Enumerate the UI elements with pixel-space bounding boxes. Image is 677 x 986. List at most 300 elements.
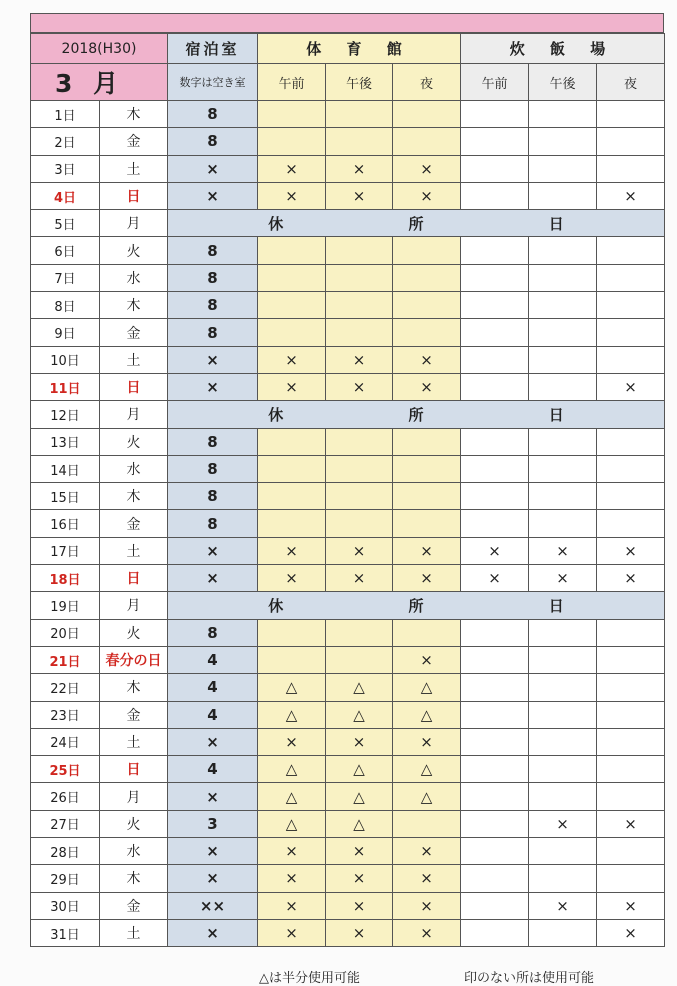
day-row xyxy=(31,565,665,592)
gym-period-morning: 午前 xyxy=(258,64,326,101)
cook-slot-cell xyxy=(597,619,665,646)
gym-slot-cell: × xyxy=(258,537,326,564)
room-availability-cell: × xyxy=(168,565,258,592)
gym-period-night: 夜 xyxy=(393,64,461,101)
day-row xyxy=(31,537,665,564)
day-row xyxy=(31,264,665,291)
gym-slot-cell: △ xyxy=(258,674,326,701)
gym-slot-cell: × xyxy=(258,155,326,182)
cook-slot-cell: × xyxy=(597,919,665,946)
gym-slot-cell: △ xyxy=(326,756,393,783)
top-color-bar xyxy=(30,13,664,33)
day-row xyxy=(31,455,665,482)
room-availability-cell: 8 xyxy=(168,264,258,291)
room-availability-cell: 4 xyxy=(168,756,258,783)
cook-slot-cell xyxy=(461,373,529,400)
cook-period-night: 夜 xyxy=(597,64,665,101)
cook-slot-cell xyxy=(529,701,597,728)
room-availability-cell: 8 xyxy=(168,292,258,319)
cook-slot-cell xyxy=(597,455,665,482)
cook-period-morning: 午前 xyxy=(461,64,529,101)
gym-slot-cell xyxy=(393,810,461,837)
day-row xyxy=(31,155,665,182)
room-availability-cell: 8 xyxy=(168,128,258,155)
cook-slot-cell xyxy=(597,783,665,810)
gym-slot-cell xyxy=(326,646,393,673)
room-availability-cell: 8 xyxy=(168,619,258,646)
cook-slot-cell xyxy=(529,319,597,346)
room-availability-cell: 8 xyxy=(168,319,258,346)
weekday-cell: 木 xyxy=(100,865,168,892)
cook-slot-cell xyxy=(529,101,597,128)
date-cell: 26日 xyxy=(31,783,100,810)
weekday-cell: 土 xyxy=(100,728,168,755)
weekday-cell: 金 xyxy=(100,701,168,728)
cook-slot-cell xyxy=(529,455,597,482)
weekday-cell: 火 xyxy=(100,619,168,646)
weekday-cell: 火 xyxy=(100,237,168,264)
gym-slot-cell: △ xyxy=(393,674,461,701)
cook-slot-cell xyxy=(529,373,597,400)
closed-day-cell: 休 所 日 xyxy=(168,401,665,428)
cook-slot-cell: × xyxy=(597,892,665,919)
cook-slot-cell xyxy=(529,428,597,455)
cook-slot-cell xyxy=(461,483,529,510)
gym-slot-cell: × xyxy=(326,565,393,592)
gym-slot-cell: × xyxy=(326,346,393,373)
gym-slot-cell: × xyxy=(326,537,393,564)
cook-slot-cell xyxy=(461,674,529,701)
cook-slot-cell xyxy=(461,319,529,346)
header-row-bottom xyxy=(31,64,665,101)
gym-slot-cell xyxy=(326,619,393,646)
gym-slot-cell: × xyxy=(393,728,461,755)
gym-slot-cell: △ xyxy=(393,756,461,783)
day-row xyxy=(31,373,665,400)
day-row xyxy=(31,592,665,619)
date-cell: 8日 xyxy=(31,292,100,319)
weekday-cell: 木 xyxy=(100,292,168,319)
gym-slot-cell xyxy=(326,292,393,319)
gym-slot-cell: × xyxy=(393,373,461,400)
day-row xyxy=(31,483,665,510)
cook-slot-cell xyxy=(529,237,597,264)
year-label: 2018(H30) xyxy=(31,34,168,64)
gym-slot-cell: × xyxy=(326,919,393,946)
gym-title: 体 育 館 xyxy=(258,34,461,64)
weekday-cell: 金 xyxy=(100,892,168,919)
room-availability-cell: × xyxy=(168,728,258,755)
cook-slot-cell xyxy=(461,756,529,783)
gym-slot-cell xyxy=(326,128,393,155)
closed-day-cell: 休 所 日 xyxy=(168,592,665,619)
weekday-cell: 春分の日 xyxy=(100,646,168,673)
weekday-cell: 水 xyxy=(100,455,168,482)
availability-table xyxy=(30,33,665,947)
gym-slot-cell xyxy=(393,483,461,510)
gym-period-afternoon: 午後 xyxy=(326,64,393,101)
gym-slot-cell: × xyxy=(326,728,393,755)
day-row xyxy=(31,701,665,728)
room-availability-cell: × xyxy=(168,537,258,564)
date-cell: 22日 xyxy=(31,674,100,701)
gym-slot-cell: △ xyxy=(258,701,326,728)
gym-slot-cell xyxy=(326,510,393,537)
room-availability-cell: 8 xyxy=(168,455,258,482)
cook-slot-cell xyxy=(461,783,529,810)
cook-slot-cell xyxy=(529,756,597,783)
room-availability-cell: × xyxy=(168,155,258,182)
cook-slot-cell xyxy=(597,701,665,728)
cook-slot-cell xyxy=(529,264,597,291)
gym-slot-cell: △ xyxy=(258,756,326,783)
weekday-cell: 金 xyxy=(100,510,168,537)
gym-slot-cell xyxy=(258,264,326,291)
gym-slot-cell: × xyxy=(393,865,461,892)
date-cell: 25日 xyxy=(31,756,100,783)
day-row xyxy=(31,838,665,865)
cook-slot-cell xyxy=(529,619,597,646)
date-cell: 5日 xyxy=(31,210,100,237)
cook-slot-cell xyxy=(597,674,665,701)
date-cell: 17日 xyxy=(31,537,100,564)
day-row xyxy=(31,892,665,919)
day-row xyxy=(31,346,665,373)
gym-slot-cell: △ xyxy=(258,810,326,837)
cook-slot-cell xyxy=(529,646,597,673)
date-cell: 24日 xyxy=(31,728,100,755)
date-cell: 27日 xyxy=(31,810,100,837)
gym-slot-cell: △ xyxy=(258,783,326,810)
cook-slot-cell: × xyxy=(529,810,597,837)
gym-slot-cell xyxy=(326,483,393,510)
gym-slot-cell: × xyxy=(393,646,461,673)
gym-slot-cell xyxy=(258,101,326,128)
room-availability-cell: 8 xyxy=(168,483,258,510)
gym-slot-cell xyxy=(326,319,393,346)
gym-slot-cell xyxy=(393,237,461,264)
date-cell: 29日 xyxy=(31,865,100,892)
weekday-cell: 日 xyxy=(100,182,168,209)
month-label: 3 月 xyxy=(31,64,168,101)
room-availability-cell: × xyxy=(168,838,258,865)
legend-blank-note: 印のない所は使用可能 xyxy=(464,971,595,986)
cook-slot-cell: × xyxy=(461,537,529,564)
weekday-cell: 土 xyxy=(100,919,168,946)
cook-slot-cell xyxy=(597,646,665,673)
room-availability-cell: 3 xyxy=(168,810,258,837)
gym-slot-cell xyxy=(326,264,393,291)
date-cell: 31日 xyxy=(31,919,100,946)
room-availability-cell: 4 xyxy=(168,674,258,701)
cook-slot-cell xyxy=(461,646,529,673)
day-row xyxy=(31,401,665,428)
cook-slot-cell xyxy=(529,838,597,865)
cook-slot-cell xyxy=(529,919,597,946)
day-row xyxy=(31,646,665,673)
day-row xyxy=(31,756,665,783)
weekday-cell: 月 xyxy=(100,592,168,619)
cook-slot-cell: × xyxy=(529,892,597,919)
room-availability-cell: 4 xyxy=(168,646,258,673)
day-row xyxy=(31,210,665,237)
weekday-cell: 金 xyxy=(100,319,168,346)
date-cell: 28日 xyxy=(31,838,100,865)
cook-slot-cell xyxy=(461,810,529,837)
weekday-cell: 日 xyxy=(100,373,168,400)
gym-slot-cell: △ xyxy=(393,783,461,810)
cook-slot-cell: × xyxy=(597,565,665,592)
cook-slot-cell xyxy=(597,756,665,783)
room-availability-cell: 8 xyxy=(168,510,258,537)
weekday-cell: 土 xyxy=(100,537,168,564)
gym-slot-cell xyxy=(258,646,326,673)
gym-slot-cell xyxy=(258,428,326,455)
gym-slot-cell xyxy=(393,264,461,291)
weekday-cell: 月 xyxy=(100,210,168,237)
gym-slot-cell: △ xyxy=(326,701,393,728)
gym-slot-cell xyxy=(258,483,326,510)
cook-title: 炊 飯 場 xyxy=(461,34,665,64)
room-availability-cell: × xyxy=(168,919,258,946)
gym-slot-cell xyxy=(393,455,461,482)
cook-slot-cell xyxy=(529,155,597,182)
date-cell: 4日 xyxy=(31,182,100,209)
gym-slot-cell: × xyxy=(258,565,326,592)
cook-slot-cell: × xyxy=(597,182,665,209)
gym-slot-cell: × xyxy=(393,182,461,209)
weekday-cell: 火 xyxy=(100,428,168,455)
cook-slot-cell: × xyxy=(597,810,665,837)
cook-slot-cell xyxy=(597,510,665,537)
room-availability-cell: × xyxy=(168,783,258,810)
day-row xyxy=(31,810,665,837)
cook-slot-cell xyxy=(461,292,529,319)
room-subtitle: 数字は空き室 xyxy=(168,64,258,101)
date-cell: 20日 xyxy=(31,619,100,646)
cook-slot-cell xyxy=(461,128,529,155)
room-availability-cell: × xyxy=(168,182,258,209)
weekday-cell: 火 xyxy=(100,810,168,837)
cook-slot-cell xyxy=(461,428,529,455)
day-row xyxy=(31,101,665,128)
day-row xyxy=(31,128,665,155)
day-row xyxy=(31,428,665,455)
cook-slot-cell xyxy=(461,510,529,537)
gym-slot-cell xyxy=(326,455,393,482)
legend-triangle-note: △は半分使用可能 xyxy=(259,971,360,986)
cook-slot-cell: × xyxy=(529,565,597,592)
closed-day-cell: 休 所 日 xyxy=(168,210,665,237)
cook-slot-cell xyxy=(461,455,529,482)
gym-slot-cell: × xyxy=(258,182,326,209)
day-row xyxy=(31,728,665,755)
weekday-cell: 木 xyxy=(100,674,168,701)
cook-slot-cell xyxy=(461,155,529,182)
gym-slot-cell xyxy=(393,292,461,319)
gym-slot-cell xyxy=(258,510,326,537)
date-cell: 3日 xyxy=(31,155,100,182)
room-availability-cell: 8 xyxy=(168,237,258,264)
gym-slot-cell: × xyxy=(326,838,393,865)
room-title: 宿泊室 xyxy=(168,34,258,64)
cook-slot-cell xyxy=(597,237,665,264)
cook-slot-cell: × xyxy=(529,537,597,564)
cook-slot-cell: × xyxy=(597,373,665,400)
cook-slot-cell xyxy=(461,182,529,209)
cook-slot-cell xyxy=(461,237,529,264)
room-availability-cell: 4 xyxy=(168,701,258,728)
cook-slot-cell xyxy=(597,865,665,892)
gym-slot-cell: △ xyxy=(326,783,393,810)
cook-slot-cell xyxy=(461,701,529,728)
weekday-cell: 木 xyxy=(100,483,168,510)
cook-slot-cell xyxy=(597,483,665,510)
date-cell: 14日 xyxy=(31,455,100,482)
gym-slot-cell xyxy=(326,428,393,455)
gym-slot-cell: × xyxy=(258,346,326,373)
cook-slot-cell xyxy=(529,510,597,537)
gym-slot-cell: × xyxy=(393,892,461,919)
gym-slot-cell: △ xyxy=(393,701,461,728)
day-row xyxy=(31,237,665,264)
cook-slot-cell xyxy=(597,838,665,865)
weekday-cell: 木 xyxy=(100,101,168,128)
gym-slot-cell: × xyxy=(393,537,461,564)
date-cell: 9日 xyxy=(31,319,100,346)
legend-footer xyxy=(30,965,664,985)
gym-slot-cell: × xyxy=(326,182,393,209)
gym-slot-cell: × xyxy=(393,346,461,373)
cook-slot-cell xyxy=(529,346,597,373)
weekday-cell: 日 xyxy=(100,756,168,783)
room-availability-cell: × xyxy=(168,346,258,373)
gym-slot-cell xyxy=(258,237,326,264)
gym-slot-cell xyxy=(393,128,461,155)
day-row xyxy=(31,919,665,946)
gym-slot-cell xyxy=(258,619,326,646)
date-cell: 15日 xyxy=(31,483,100,510)
gym-slot-cell: △ xyxy=(326,810,393,837)
date-cell: 23日 xyxy=(31,701,100,728)
weekday-cell: 金 xyxy=(100,128,168,155)
availability-sheet xyxy=(30,13,664,986)
room-availability-cell: × xyxy=(168,373,258,400)
room-availability-cell: ×× xyxy=(168,892,258,919)
gym-slot-cell: × xyxy=(326,865,393,892)
day-row xyxy=(31,182,665,209)
day-row xyxy=(31,319,665,346)
weekday-cell: 日 xyxy=(100,565,168,592)
date-cell: 7日 xyxy=(31,264,100,291)
gym-slot-cell xyxy=(258,292,326,319)
cook-slot-cell xyxy=(597,155,665,182)
cook-slot-cell xyxy=(597,264,665,291)
gym-slot-cell: × xyxy=(326,892,393,919)
cook-slot-cell xyxy=(529,292,597,319)
cook-slot-cell xyxy=(461,346,529,373)
gym-slot-cell: × xyxy=(393,155,461,182)
gym-slot-cell: × xyxy=(326,155,393,182)
cook-slot-cell xyxy=(461,919,529,946)
gym-slot-cell xyxy=(258,319,326,346)
gym-slot-cell: × xyxy=(258,919,326,946)
gym-slot-cell: × xyxy=(258,892,326,919)
date-cell: 10日 xyxy=(31,346,100,373)
weekday-cell: 月 xyxy=(100,401,168,428)
gym-slot-cell: × xyxy=(326,373,393,400)
date-cell: 30日 xyxy=(31,892,100,919)
gym-slot-cell xyxy=(258,455,326,482)
gym-slot-cell: × xyxy=(258,865,326,892)
room-availability-cell: × xyxy=(168,865,258,892)
cook-slot-cell xyxy=(597,128,665,155)
room-availability-cell: 8 xyxy=(168,101,258,128)
date-cell: 12日 xyxy=(31,401,100,428)
day-row xyxy=(31,865,665,892)
header-row-top xyxy=(31,34,665,64)
gym-slot-cell: × xyxy=(393,919,461,946)
gym-slot-cell: × xyxy=(258,373,326,400)
date-cell: 1日 xyxy=(31,101,100,128)
cook-slot-cell xyxy=(529,483,597,510)
date-cell: 2日 xyxy=(31,128,100,155)
gym-slot-cell: △ xyxy=(326,674,393,701)
cook-slot-cell: × xyxy=(461,565,529,592)
date-cell: 19日 xyxy=(31,592,100,619)
day-row xyxy=(31,783,665,810)
gym-slot-cell: × xyxy=(258,728,326,755)
cook-slot-cell xyxy=(529,128,597,155)
cook-slot-cell xyxy=(529,182,597,209)
date-cell: 11日 xyxy=(31,373,100,400)
cook-slot-cell xyxy=(461,892,529,919)
gym-slot-cell xyxy=(258,128,326,155)
weekday-cell: 土 xyxy=(100,346,168,373)
cook-slot-cell xyxy=(461,619,529,646)
cook-slot-cell xyxy=(529,783,597,810)
cook-slot-cell xyxy=(461,728,529,755)
cook-slot-cell xyxy=(597,346,665,373)
cook-slot-cell xyxy=(461,838,529,865)
weekday-cell: 水 xyxy=(100,264,168,291)
date-cell: 13日 xyxy=(31,428,100,455)
cook-period-afternoon: 午後 xyxy=(529,64,597,101)
cook-slot-cell xyxy=(597,728,665,755)
day-row xyxy=(31,674,665,701)
cook-slot-cell xyxy=(597,428,665,455)
date-cell: 6日 xyxy=(31,237,100,264)
day-row xyxy=(31,510,665,537)
cook-slot-cell xyxy=(529,865,597,892)
date-cell: 21日 xyxy=(31,646,100,673)
gym-slot-cell xyxy=(393,428,461,455)
cook-slot-cell xyxy=(597,292,665,319)
day-row xyxy=(31,619,665,646)
date-cell: 18日 xyxy=(31,565,100,592)
cook-slot-cell xyxy=(529,728,597,755)
cook-slot-cell xyxy=(461,264,529,291)
cook-slot-cell xyxy=(529,674,597,701)
cook-slot-cell xyxy=(597,101,665,128)
gym-slot-cell: × xyxy=(258,838,326,865)
gym-slot-cell xyxy=(393,101,461,128)
room-availability-cell: 8 xyxy=(168,428,258,455)
date-cell: 16日 xyxy=(31,510,100,537)
cook-slot-cell xyxy=(597,319,665,346)
weekday-cell: 水 xyxy=(100,838,168,865)
gym-slot-cell xyxy=(326,237,393,264)
